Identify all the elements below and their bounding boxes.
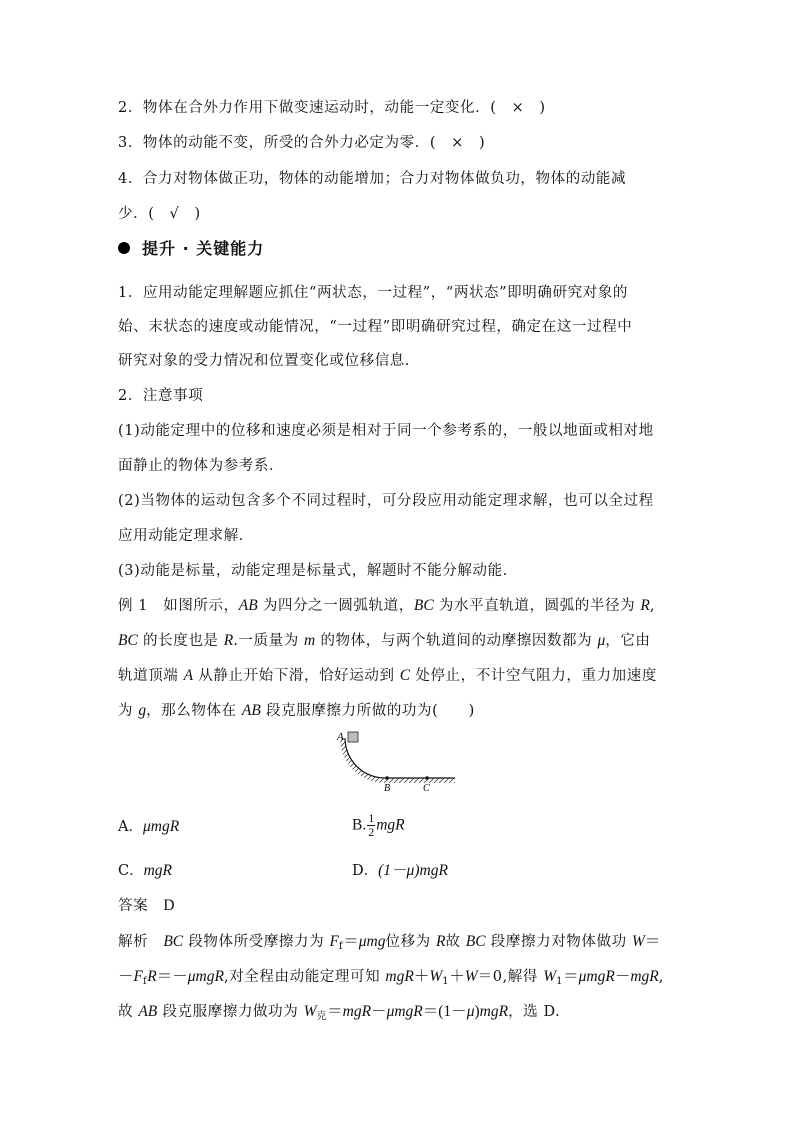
point-1-line3: 研究对象的受力情况和位置变化或位移信息． xyxy=(118,353,420,369)
bullet-dot-icon xyxy=(118,242,130,254)
statement-4-line1: 4．合力对物体做正功，物体的动能增加；合力对物体做负功，物体的动能减 xyxy=(118,171,627,187)
answer-label: 答案 xyxy=(118,898,149,914)
example-line1: 例 1 如图所示，AB 为四分之一圆弧轨道，BC 为水平直轨道，圆弧的半径为 R, xyxy=(118,597,656,614)
example-line3: 轨道顶端 A 从静止开始下滑，恰好运动到 C 处停止，不计空气阻力，重力加速度 xyxy=(118,667,657,684)
fraction-one-half: $\frac{1}{2}$ xyxy=(368,811,375,839)
point-1-line2: 始、末状态的速度或动能情况，“一过程”即明确研究过程，确定在这一过程中 xyxy=(118,319,633,335)
statement-4-line2: 少．( √ ) xyxy=(118,206,201,222)
example-line2: BC 的长度也是 R.一质量为 m 的物体，与两个轨道间的动摩擦因数都为 μ，它由 xyxy=(118,632,651,649)
track-diagram xyxy=(334,728,464,798)
answer-value: D xyxy=(163,897,175,914)
section-heading-text: 提升 · 关键能力 xyxy=(142,239,265,258)
label-b: B xyxy=(384,783,391,794)
analysis-line3: 故 AB 段克服摩擦力做功为 $W_克=mgR-\mu mgR=(1-\mu)mgR$，选 D. xyxy=(118,1003,561,1022)
arc-track xyxy=(345,738,385,778)
analysis-line1: 解析 BC 段物体所受摩擦力为 $F_f=\mu mg$位移为 R故 BC 段摩擦力对物体做功 W＝ xyxy=(118,933,661,952)
statement-2: 2．物体在合外力作用下做变速运动时，动能一定变化．( × ) xyxy=(118,100,546,116)
example-line4: 为 g，那么物体在 AB 段克服摩擦力所做的功为( ) xyxy=(118,702,475,719)
point-b-dot xyxy=(385,776,389,780)
section-heading xyxy=(118,236,264,259)
note-1-line2: 面静止的物体为参考系． xyxy=(118,458,285,474)
option-d: D．(1－μ)mgR xyxy=(352,862,448,879)
note-2-line2: 应用动能定理求解． xyxy=(118,528,254,544)
point-1-line1: 1．应用动能定理解题应抓住“两状态，一过程”，“两状态”即明确研究对象的 xyxy=(118,285,628,301)
point-2-title: 2．注意事项 xyxy=(118,388,204,404)
track-figure xyxy=(334,728,464,802)
note-2-line1: (2)当物体的运动包含多个不同过程时，可分段应用动能定理求解，也可以全过程 xyxy=(118,493,654,509)
option-a: A．μmgR xyxy=(118,818,180,835)
block-object xyxy=(348,732,358,742)
arc-track-hatching xyxy=(340,738,385,783)
point-c-dot xyxy=(425,776,429,780)
note-1-line1: (1)动能定理中的位移和速度必须是相对于同一个参考系的，一般以地面或相对地 xyxy=(118,423,654,439)
note-3: (3)动能是标量，动能定理是标量式，解题时不能分解动能． xyxy=(118,563,518,579)
analysis-line2: $-F_fR=-\mu mgR$,对全程由动能定理可知 $mgR+W_1+W=0$,解得 $W_1=\mu mgR-mgR$, xyxy=(118,968,664,987)
flat-track-hatching xyxy=(385,778,455,783)
label-c: C xyxy=(423,783,430,794)
label-a: A xyxy=(337,731,344,743)
option-b: B. $\frac{1}{2}$ mgR xyxy=(352,811,405,839)
answer xyxy=(118,896,175,916)
statement-3: 3．物体的动能不变，所受的合外力必定为零．( × ) xyxy=(118,135,486,151)
option-c: C．mgR xyxy=(118,862,173,879)
